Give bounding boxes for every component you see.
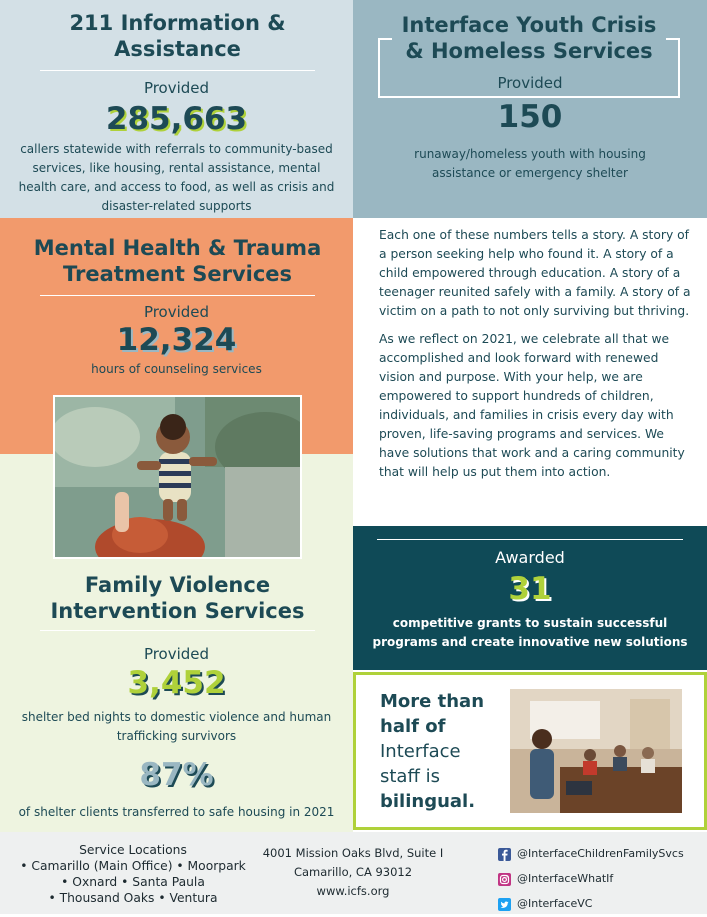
address-line: 4001 Mission Oaks Blvd, Suite I (262, 846, 444, 860)
provided-label: Provided (143, 645, 210, 663)
story-paragraph-1: Each one of these numbers tells a story. A story of a person seeking help who found it. A story of a child empowered through education. A story of a teenager reunited safely with a family. A story of a victim on a path to not only surviving but thriving. (379, 228, 691, 318)
facebook-icon (498, 848, 511, 861)
locations-line: • Oxnard • Santa Paula (61, 875, 205, 889)
locations-title: Service Locations (79, 843, 187, 857)
twitter-icon (498, 898, 511, 911)
instagram-icon (498, 873, 511, 886)
youth-title-frame-top (378, 38, 392, 40)
family-number: 3,452 (127, 665, 226, 701)
service-locations (0, 842, 266, 906)
provided-label: Provided (143, 303, 210, 321)
bilingual-line: half of (380, 716, 446, 737)
social-links (498, 844, 707, 913)
info211-title: 211 Information & Assistance (69, 11, 286, 61)
youth-panel (353, 0, 707, 218)
youth-number: 150 (497, 99, 563, 135)
instagram-handle: @InterfaceWhatIf (517, 872, 614, 885)
footer (0, 832, 707, 914)
provided-label: Provided (497, 74, 563, 92)
child-photo-illustration (55, 397, 302, 559)
awarded-number: 31 (508, 571, 552, 607)
bilingual-line: staff is (380, 766, 440, 787)
website-link[interactable]: www.icfs.org (316, 884, 390, 898)
mental-title: Mental Health & Trauma Treatment Services (33, 236, 322, 286)
divider (40, 630, 315, 631)
info211-description: callers statewide with referrals to community-based services, like housing, rental assistance, mental health care, and access to food, as well as crisis and disaster-related supports (18, 142, 335, 213)
address-block (258, 844, 448, 901)
family-percent: 87% (139, 757, 214, 793)
mental-number: 12,324 (116, 322, 237, 358)
divider (40, 295, 315, 296)
youth-title-frame-top (666, 38, 680, 40)
bilingual-line: Interface (380, 741, 461, 762)
address-line: Camarillo, CA 93012 (293, 865, 413, 879)
facebook-row[interactable] (498, 844, 707, 863)
info211-panel (0, 0, 353, 218)
bilingual-line: bilingual. (380, 791, 476, 812)
meeting-photo (510, 689, 682, 813)
divider (377, 539, 683, 540)
bilingual-panel (353, 672, 707, 830)
family-description: shelter bed nights to domestic violence and human trafficking survivors (21, 710, 332, 743)
youth-title: Interface Youth Crisis & Homeless Services (398, 12, 660, 64)
locations-line: • Camarillo (Main Office) • Moorpark (20, 859, 246, 873)
divider (40, 70, 315, 71)
youth-description: runaway/homeless youth with housing assistance or emergency shelter (414, 147, 646, 180)
info211-number: 285,663 (105, 101, 248, 137)
provided-label: Provided (143, 79, 210, 97)
locations-line: • Thousand Oaks • Ventura (48, 891, 218, 905)
child-photo (53, 395, 302, 559)
instagram-row[interactable] (498, 869, 707, 888)
bilingual-line: More than (380, 691, 485, 712)
awarded-description: competitive grants to sustain successful programs and create innovative new solutions (372, 616, 688, 649)
mental-description: hours of counseling services (91, 362, 262, 376)
bilingual-text (380, 689, 500, 814)
family-percent-description: of shelter clients transferred to safe housing in 2021 (18, 805, 335, 819)
family-title: Family Violence Intervention Services (50, 573, 305, 623)
meeting-photo-illustration (510, 689, 682, 813)
awarded-panel (353, 526, 707, 670)
awarded-label: Awarded (495, 548, 565, 567)
twitter-handle: @InterfaceVC (517, 897, 593, 910)
story-paragraph-2: As we reflect on 2021, we celebrate all that we accomplished and look forward with renewed vision and purpose. With your help, we are empowered to support hundreds of children, individuals, and families in crisis every day with proven, life-saving programs and services. We have solutions that work and a caring community that will help us put them into action. (379, 332, 685, 479)
facebook-handle: @InterfaceChildrenFamilySvcs (517, 847, 684, 860)
twitter-row[interactable] (498, 894, 707, 913)
story-section (379, 226, 697, 482)
